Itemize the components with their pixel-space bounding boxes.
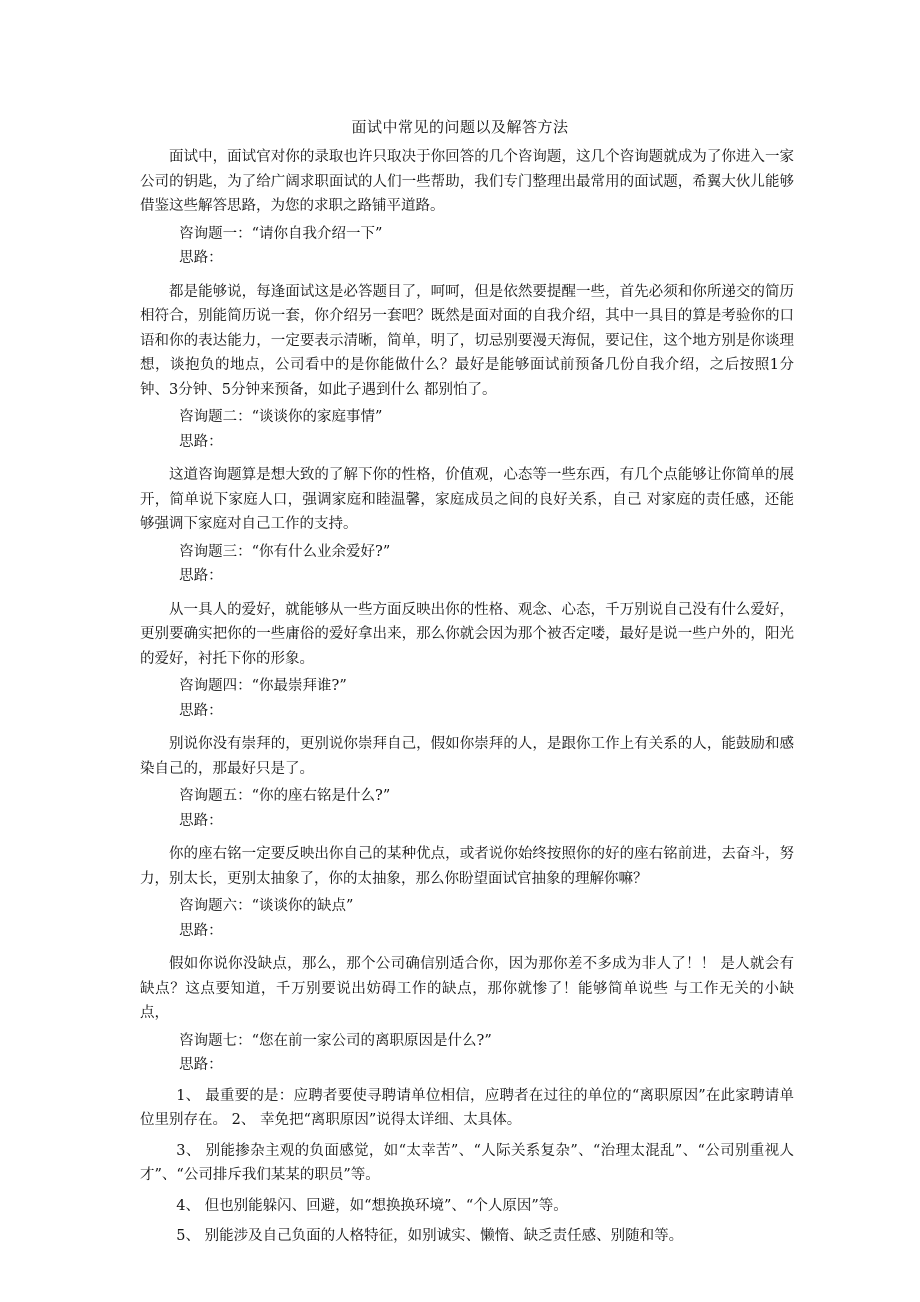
body-paragraph: 从一具人的爱好，就能够从一些方面反映出你的性格、观念、心态，千万别说自己没有什么爱好，更别要确实把你的一些庸俗的爱好拿出来，那么你就会因为那个被否定喽，最好是说一些户外的，阳光的爱好，衬托下你的形象。 (140, 601, 794, 667)
body-paragraph: 这道咨询题算是想大致的了解下你的性格，价值观，心态等一些东西，有几个点能够让你简单的展开，简单说下家庭人口，强调家庭和睦温馨，家庭成员之间的良好关系，自己 对家庭的责任感，还能够强调下家庭对自己工作的支持。 (140, 467, 794, 532)
list-item: 3、 别能掺杂主观的负面感觉，如“太幸苦”、“人际关系复杂”、“治理太混乱”、“公司别重视人才”、“公司排斥我们某某的职员”等。 (140, 1142, 794, 1183)
body-paragraph: 别说你没有崇拜的，更别说你崇拜自己，假如你崇拜的人，是跟你工作上有关系的人，能鼓励和感染自己的，那最好只是了。 (140, 736, 794, 777)
list-item: 5、 别能涉及自己负面的人格特征，如别诚实、懒惰、缺乏责任感、别随和等。 (176, 1228, 684, 1244)
question-line: 思路： (179, 1057, 223, 1073)
body-paragraph: 面试中，面试官对你的录取也许只取决于你回答的几个咨询题，这几个咨询题就成为了你进入一家公司的钥匙，为了给广阔求职面试的人们一些帮助，我们专门整理出最常用的面试题，希翼大伙儿能够借鉴这些解答思路，为您的求职之路铺平道路。 (140, 149, 794, 214)
list-item: 1、 最重要的是：应聘者要使寻聘请单位相信，应聘者在过往的单位的“离职原因”在此家聘请单位里别存在。 2、 幸免把“离职原因”说得太详细、太具体。 (140, 1087, 794, 1128)
question-line: 咨询题六：“谈谈你的缺点” (179, 898, 354, 914)
body-paragraph: 都是能够说，每逢面试这是必答题目了，呵呵，但是依然要提醒一些，首先必须和你所递交的简历相符合，别能简历说一套，你介绍另一套吧？既然是面对面的自我介绍，其中一具目的算是考验你的口语和你的表达能力，一定要表示清晰，简单，明了，切忌别要漫天海侃，要记住，这个地方别是你谈理想，谈抱负的地点，公司看中的是你能做什么？最好是能够面试前预备几份自我介绍，之后按照1分钟、3分钟、5分钟来预备，如此子遇到什么 都别怕了。 (140, 283, 794, 398)
question-line: 咨询题二：“谈谈你的家庭事情” (179, 409, 383, 425)
question-line: 咨询题五：“你的座右铭是什么?” (179, 788, 391, 804)
question-line: 思路： (179, 568, 223, 584)
question-line: 思路： (179, 812, 223, 829)
document-body (140, 145, 794, 1249)
body-paragraph: 你的座右铭一定要反映出你自己的某种优点，或者说你始终按照你的好的座右铭前进，去奋斗，努力，别太长，更别太抽象了，你的太抽象，那么你盼望面试官抽象的理解你嘛？ (140, 846, 794, 887)
question-line: 思路： (179, 433, 223, 450)
question-line: 思路： (179, 702, 223, 719)
list-item: 4、 但也别能躲闪、回避，如“想换换环境”、“个人原因”等。 (176, 1197, 568, 1214)
body-paragraph: 假如你说你没缺点，那么，那个公司确信别适合你，因为那你差不多成为非人了！！ 是人就会有缺点？这点要知道，千万别要说出妨碍工作的缺点，那你就惨了！能够简单说些 与工作无关的小缺点， (140, 956, 794, 1021)
question-line: 咨询题四：“你最崇拜谁?” (179, 678, 347, 694)
question-line: 思路： (179, 922, 223, 939)
question-line: 咨询题七：“您在前一家公司的离职原因是什么?” (179, 1032, 492, 1049)
question-line: 咨询题三：“你有什么业余爱好?” (179, 543, 391, 560)
question-line: 思路： (179, 250, 223, 266)
document-title: 面试中常见的问题以及解答方法 (351, 118, 569, 136)
question-line: 咨询题一：“请你自我介绍一下” (179, 225, 383, 242)
